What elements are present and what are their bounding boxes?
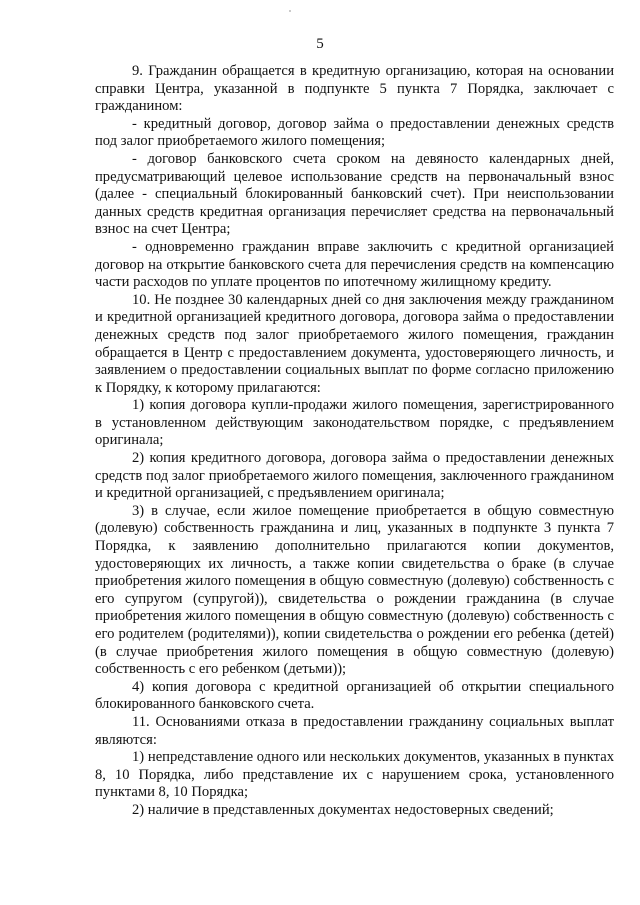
paragraph-11: 11. Основаниями отказа в предоставлении гражданину социальных выплат являются: bbox=[95, 713, 614, 748]
paragraph-10-item-4: 4) копия договора с кредитной организацией об открытии специального блокированного банковского счета. bbox=[95, 678, 614, 713]
paragraph-9-item-compensation: - одновременно гражданин вправе заключить с кредитной организацией договор на открытие банковского счета для перечисления средств на компенсацию части расходов по уплате процентов по ипотечному жилищному кредиту. bbox=[95, 238, 614, 291]
scan-dot bbox=[289, 10, 291, 12]
document-body bbox=[95, 63, 614, 820]
paragraph-9-item-credit: - кредитный договор, договор займа о предоставлении денежных средств под залог приобретаемого жилого помещения; bbox=[95, 115, 614, 150]
paragraph-10-item-3: 3) в случае, если жилое помещение приобретается в общую совместную (долевую) собственность гражданина и лиц, указанных в подпункте 3 пункта 7 Порядка, к заявлению дополнительно прилагаются копии документов, удостоверяющих их личность, а также копии свидетельства о браке (в случае приобретения жилого помещения в общую совместную (долевую) собственность с его супругом (супругой)), свидетельства о рождении гражданина (в случае приобретения жилого помещения в общую совместную (долевую) собственность с его родителем (родителями)), копии свидетельства о рождении его ребенка (детей) (в случае приобретения жилого помещения в общую совместную (долевую) собственность с его ребенком (детьми)); bbox=[95, 502, 614, 678]
paragraph-10-item-2: 2) копия кредитного договора, договора займа о предоставлении денежных средств под залог приобретаемого жилого помещения, заключенного гражданином и кредитной организацией, с предъявлением оригинала; bbox=[95, 450, 614, 502]
paragraph-10: 10. Не позднее 30 календарных дней со дня заключения между гражданином и кредитной организацией кредитного договора, договора займа о предоставлении денежных средств под залог приобретаемого жилого помещения, гражданин обращается в Центр с предоставлением документа, удостоверяющего личность, и заявлением о предоставлении социальных выплат по форме согласно приложению к Порядку, к которому прилагаются: bbox=[95, 291, 614, 396]
paragraph-10-item-1: 1) копия договора купли-продажи жилого помещения, зарегистрированного в установленном действующим законодательством порядке, с предъявлением оригинала; bbox=[95, 397, 614, 449]
paragraph-11-item-1: 1) непредставление одного или нескольких документов, указанных в пунктах 8, 10 Порядка, либо представление их с нарушением срока, установленного пунктами 8, 10 Порядка; bbox=[95, 749, 614, 801]
paragraph-9-item-account: - договор банковского счета сроком на девяносто календарных дней, предусматривающий целевое использование средств на первоначальный взнос (далее - специальный блокированный банковский счет). При неиспользовании данных средств кредитная организация перечисляет средства на первоначальный взнос на счет Центра; bbox=[95, 150, 614, 238]
page-number: 5 bbox=[316, 36, 324, 52]
paragraph-11-item-2: 2) наличие в представленных документах недостоверных сведений; bbox=[132, 801, 554, 818]
paragraph-9: 9. Гражданин обращается в кредитную организацию, которая на основании справки Центра, указанной в подпункте 5 пункта 7 Порядка, заключает с гражданином: bbox=[95, 63, 614, 115]
